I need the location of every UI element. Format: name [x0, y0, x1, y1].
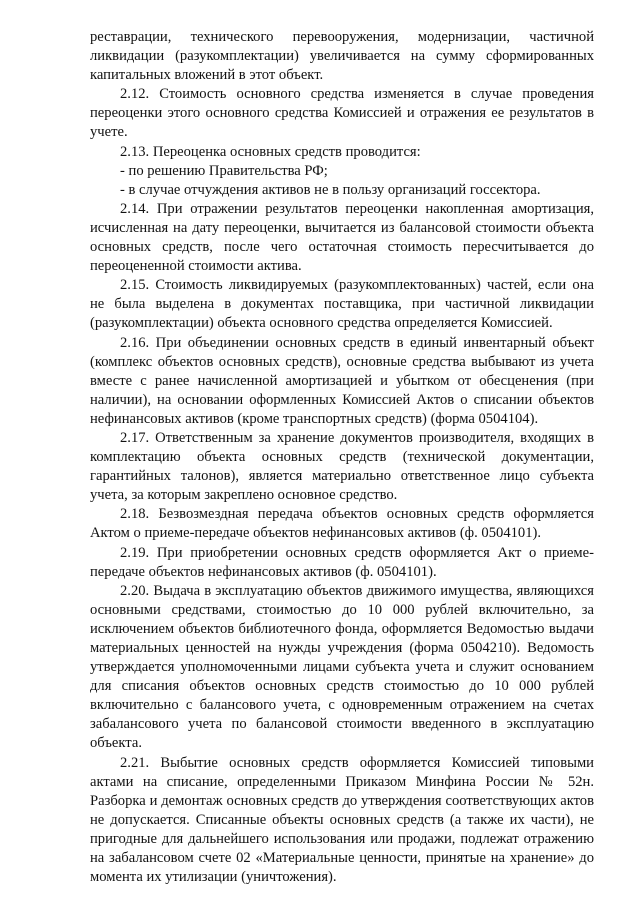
list-item-alienation: - в случае отчуждения активов не в пользу организаций госсектора.: [120, 181, 541, 198]
paragraph-2-13: 2.13. Переоценка основных средств проводится:: [120, 143, 421, 160]
paragraph-2-15: 2.15. Стоимость ликвидируемых (разукомплектованных) частей, если она не была выделена в документах поставщика, при частичной ликвидации (разукомплектации) объекта основного средства определяется Комиссией.: [90, 277, 594, 332]
paragraph-2-16: 2.16. При объединении основных средств в единый инвентарный объект (комплекс объектов основных средств), основные средства выбывают из учета вместе с ранее начисленной амортизацией и убытком от обесценения (при наличии), на основании оформленных Комиссией Актов о списании объектов нефинансовых активов (кроме транспортных средств) (форма 0504104).: [90, 334, 594, 427]
paragraph-2-12: 2.12. Стоимость основного средства изменяется в случае проведения переоценки этого основного средства Комиссией и отражения ее результатов в учете.: [90, 86, 594, 141]
document-page: [90, 28, 594, 887]
paragraph-2-20: 2.20. Выдача в эксплуатацию объектов движимого имущества, являющихся основными средствами, стоимостью до 10 000 рублей включительно, за исключением объектов библиотечного фонда, оформляется Ведомостью выдачи материальных ценностей на нужды учреждения (форма 0504210). Ведомость утверждается уполномоченными лицами субъекта учета и служит основанием для списания объектов основных средств стоимостью до 10 000 рублей включительно с балансового учета, с одновременным отражением на счетах забалансового учета по балансовой стоимости введенного в эксплуатацию объекта.: [90, 582, 594, 752]
paragraph-2-18: 2.18. Безвозмездная передача объектов основных средств оформляется Актом о приеме-передаче объектов нефинансовых активов (ф. 0504101).: [90, 506, 594, 542]
paragraph-2-21: 2.21. Выбытие основных средств оформляется Комиссией типовыми актами на списание, определенными Приказом Минфина России № 52н. Разборка и демонтаж основных средств до утверждения соответствующих актов не допускается. Списанные объекты основных средств (а также их части), не пригодные для дальнейшего использования или продажи, подлежат отражению на забалансовом счете 02 «Материальные ценности, принятые на хранение» до момента их утилизации (уничтожения).: [90, 754, 594, 886]
paragraph-2-17: 2.17. Ответственным за хранение документов производителя, входящих в комплектацию объекта основных средств (технической документации, гарантийных талонов), является материально ответственное лицо субъекта учета, за которым закреплено основное средство.: [90, 429, 594, 504]
paragraph-continuation: реставрации, технического перевооружения, модернизации, частичной ликвидации (разукомплектации) увеличивается на сумму сформированных капитальных вложений в этот объект.: [90, 29, 594, 84]
list-item-government: - по решению Правительства РФ;: [120, 162, 328, 179]
paragraph-2-14: 2.14. При отражении результатов переоценки накопленная амортизация, исчисленная на дату переоценки, вычитается из балансовой стоимости объекта основных средств, после чего остаточная стоимость пересчитывается до переоцененной стоимости актива.: [90, 200, 594, 275]
paragraph-2-19: 2.19. При приобретении основных средств оформляется Акт о приеме-передаче объектов нефинансовых активов (ф. 0504101).: [90, 544, 594, 580]
